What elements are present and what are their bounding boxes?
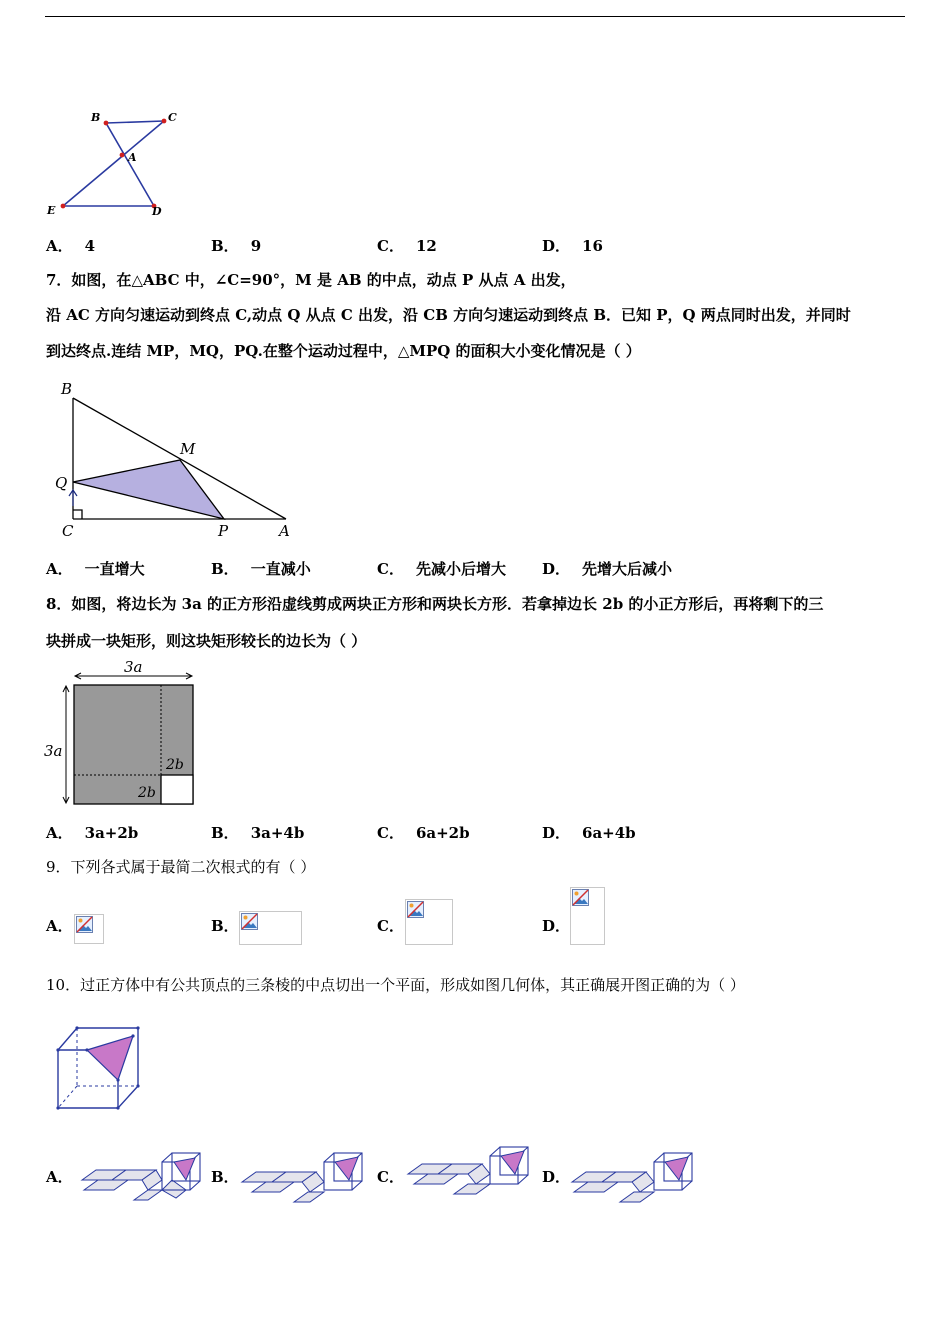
q7-shaded-triangle-mpq xyxy=(73,460,224,519)
q8-figure xyxy=(42,658,207,810)
q7-right-angle-mark xyxy=(73,510,82,519)
q8-question-line1: 8．如图，将边长为 3a 的正方形沿虚线剪成两块正方形和两块长方形．若拿掉边长 2b 的小正方形后，再将剩下的三 xyxy=(46,595,824,613)
q9-question-line1: 9．下列各式属于最简二次根式的有（ ） xyxy=(46,858,316,876)
q9-option-a-key: A． xyxy=(46,917,73,935)
q6-segment-ce xyxy=(63,121,164,206)
q7-label-c: C xyxy=(62,522,74,540)
q8-label-inner-top: 2b xyxy=(166,757,184,773)
q10-option-c-net xyxy=(404,1144,534,1202)
broken-image-icon xyxy=(572,889,589,906)
q7-option-a: A． 一直增大 xyxy=(46,560,145,578)
q9-option-b-image xyxy=(239,911,302,945)
q7-label-b: B xyxy=(61,380,73,398)
q8-option-c: C． 6a+2b xyxy=(377,824,470,842)
q7-label-q: Q xyxy=(55,474,68,492)
q9-option-d-key: D． xyxy=(542,917,571,935)
q6-figure xyxy=(40,105,190,225)
q6-segment-bc xyxy=(106,121,164,123)
q6-label-c: C xyxy=(168,111,177,124)
q6-point-e xyxy=(61,204,66,209)
q10-option-d-key: D． xyxy=(542,1168,571,1186)
q10-question-line1: 10．过正方体中有公共顶点的三条棱的中点切出一个平面，形成如图几何体，其正确展开图正确的为（ ） xyxy=(46,976,745,994)
q6-label-a: A xyxy=(128,151,137,164)
q7-label-p: P xyxy=(218,522,229,540)
q9-option-a-image xyxy=(74,914,104,944)
q10-option-b-net xyxy=(238,1148,368,1206)
q6-option-a: A． 4 xyxy=(46,237,96,255)
q6-point-c xyxy=(162,119,167,124)
q7-label-m: M xyxy=(180,440,196,458)
q10-cube-figure xyxy=(50,1020,150,1115)
q8-option-b: B． 3a+4b xyxy=(211,824,305,842)
q10-cut-triangle xyxy=(87,1036,133,1080)
q8-label-inner-left: 2b xyxy=(138,785,156,801)
q6-point-a xyxy=(120,153,125,158)
q6-option-b: B． 9 xyxy=(211,237,262,255)
broken-image-icon xyxy=(76,916,93,933)
q7-option-c: C． 先减小后增大 xyxy=(377,560,506,578)
q8-label-left: 3a xyxy=(44,742,63,760)
q6-point-b xyxy=(104,121,109,126)
q7-question-line1: 7．如图，在△ABC 中，∠C=90°，M 是 AB 的中点，动点 P 从点 A 出发， xyxy=(46,271,576,289)
q7-label-a: A xyxy=(279,522,290,540)
q8-option-d: D． 6a+4b xyxy=(542,824,636,842)
q7-option-d: D． 先增大后减小 xyxy=(542,560,673,578)
q9-option-c-key: C． xyxy=(377,917,404,935)
q9-option-c-image xyxy=(405,899,453,945)
q6-label-e: E xyxy=(47,204,56,217)
q10-option-d-net xyxy=(568,1148,698,1206)
q10-option-a-net xyxy=(74,1148,204,1206)
q8-question-line2: 块拼成一块矩形，则这块矩形较长的边长为（ ） xyxy=(46,632,367,650)
q8-small-square xyxy=(161,775,193,804)
q6-option-c: C． 12 xyxy=(377,237,437,255)
q6-label-d: D xyxy=(152,205,162,218)
q6-option-d: D． 16 xyxy=(542,237,603,255)
q7-question-line2: 沿 AC 方向匀速运动到终点 C,动点 Q 从点 C 出发，沿 CB 方向匀速运动到终点 B．已知 P，Q 两点同时出发，并同时 xyxy=(46,306,851,324)
q7-question-line3: 到达终点.连结 MP，MQ，PQ.在整个运动过程中，△MPQ 的面积大小变化情况是（ ） xyxy=(46,342,641,360)
broken-image-icon xyxy=(241,913,258,930)
q9-option-d-image xyxy=(570,887,605,945)
q10-option-c-key: C． xyxy=(377,1168,404,1186)
q6-label-b: B xyxy=(91,111,101,124)
broken-image-icon xyxy=(407,901,424,918)
q7-option-b: B． 一直减小 xyxy=(211,560,311,578)
q10-option-b-key: B． xyxy=(211,1168,239,1186)
q9-option-b-key: B． xyxy=(211,917,239,935)
q7-arrow-icon xyxy=(69,490,77,506)
header-rule xyxy=(45,16,905,17)
q8-option-a: A． 3a+2b xyxy=(46,824,139,842)
q8-label-top: 3a xyxy=(124,658,143,676)
q7-figure xyxy=(50,378,300,543)
q10-option-a-key: A． xyxy=(46,1168,73,1186)
